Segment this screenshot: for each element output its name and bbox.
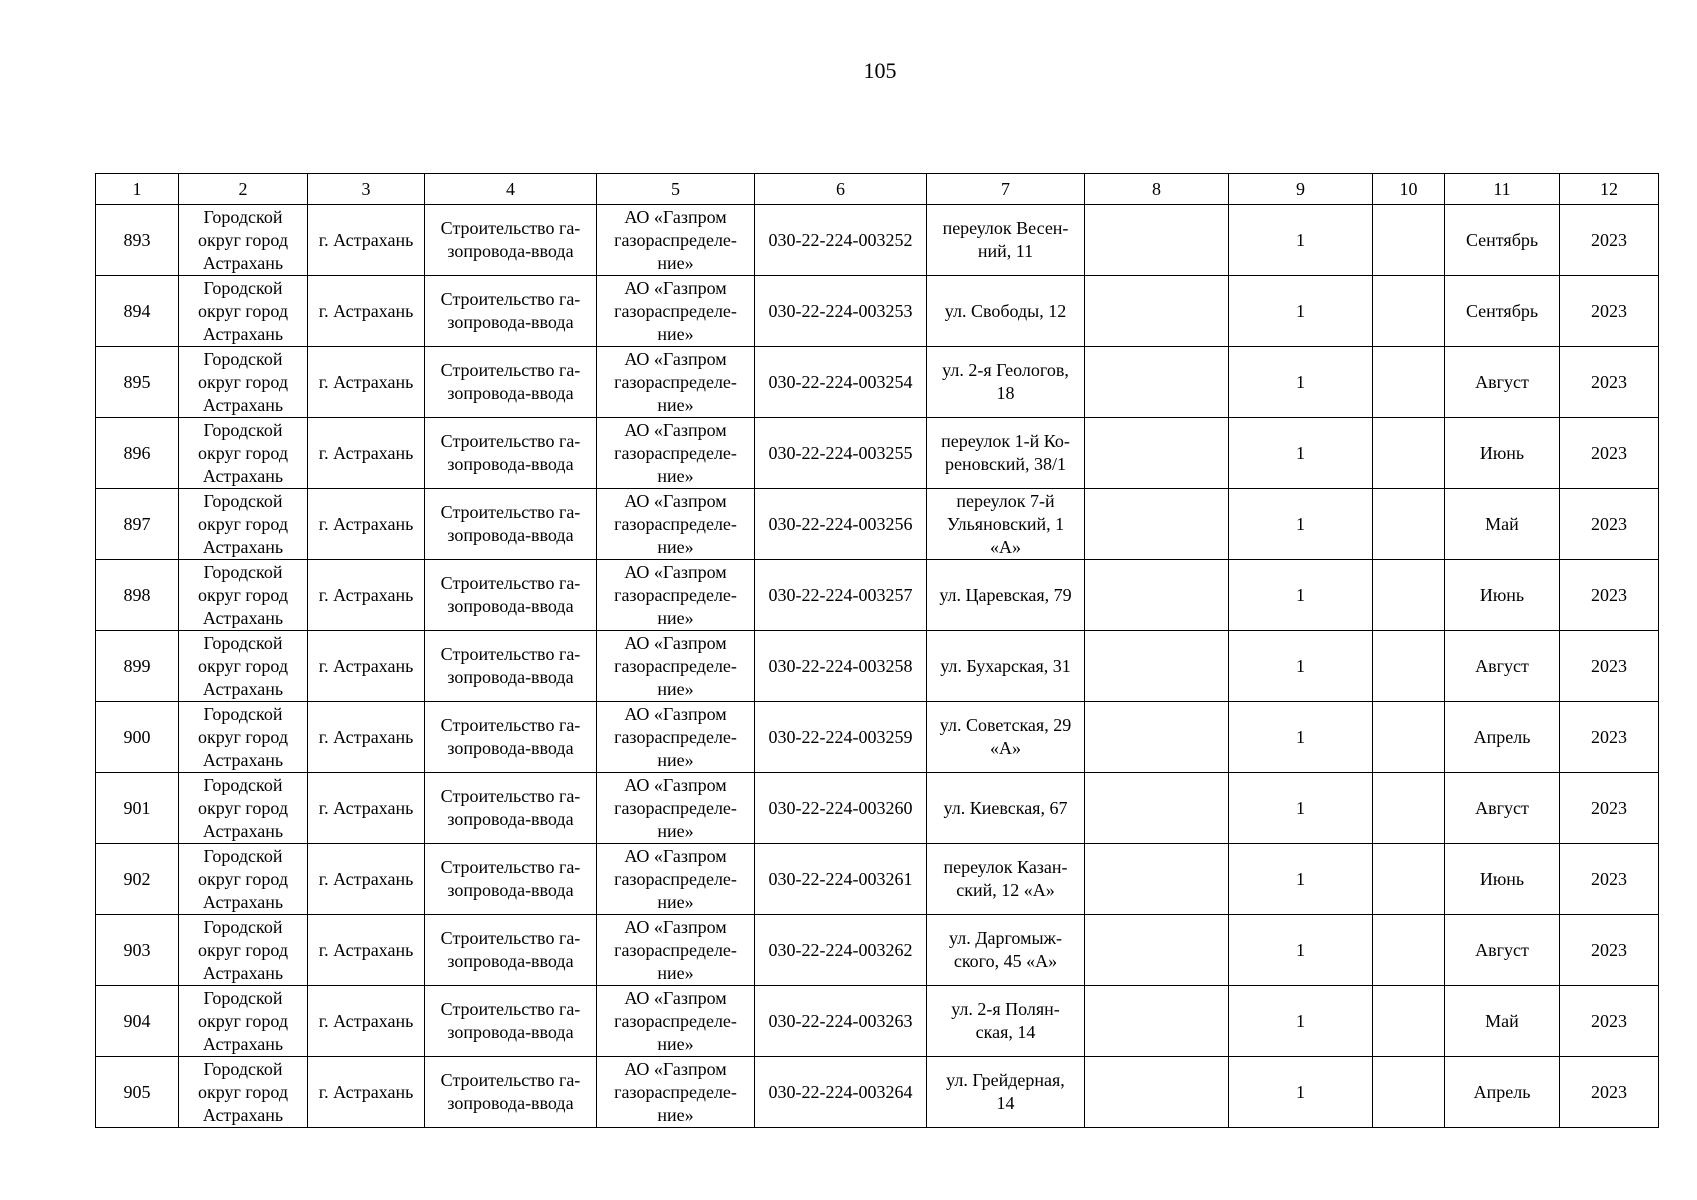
city-cell: г. Астрахань	[308, 489, 425, 560]
work-type-cell: Строительство га- зопровода-ввода	[425, 915, 597, 986]
table-row	[96, 844, 1659, 915]
quantity-cell: 1	[1229, 702, 1373, 773]
row-number-cell: 903	[96, 915, 179, 986]
column-8-cell	[1085, 418, 1229, 489]
column-8-cell	[1085, 347, 1229, 418]
work-type-cell: Строительство га- зопровода-ввода	[425, 418, 597, 489]
work-type-cell: Строительство га- зопровода-ввода	[425, 489, 597, 560]
column-header: 2	[179, 174, 308, 205]
quantity-cell: 1	[1229, 347, 1373, 418]
row-number-cell: 904	[96, 986, 179, 1057]
table-row	[96, 276, 1659, 347]
row-number-cell: 893	[96, 205, 179, 276]
quantity-cell: 1	[1229, 844, 1373, 915]
row-number-cell: 898	[96, 560, 179, 631]
month-cell: Август	[1445, 631, 1560, 702]
quantity-cell: 1	[1229, 276, 1373, 347]
registry-code-cell: 030-22-224-003257	[755, 560, 927, 631]
row-number-cell: 895	[96, 347, 179, 418]
address-cell: переулок 1-й Ко- реновский, 38/1	[927, 418, 1085, 489]
organization-cell: АО «Газпром газораспределе- ние»	[597, 702, 755, 773]
quantity-cell: 1	[1229, 1057, 1373, 1128]
work-type-cell: Строительство га- зопровода-ввода	[425, 1057, 597, 1128]
year-cell: 2023	[1560, 702, 1659, 773]
column-8-cell	[1085, 915, 1229, 986]
registry-code-cell: 030-22-224-003255	[755, 418, 927, 489]
city-cell: г. Астрахань	[308, 631, 425, 702]
column-10-cell	[1373, 347, 1445, 418]
city-cell: г. Астрахань	[308, 205, 425, 276]
month-cell: Июнь	[1445, 418, 1560, 489]
month-cell: Сентябрь	[1445, 205, 1560, 276]
column-header: 3	[308, 174, 425, 205]
column-8-cell	[1085, 560, 1229, 631]
organization-cell: АО «Газпром газораспределе- ние»	[597, 631, 755, 702]
table-row	[96, 560, 1659, 631]
year-cell: 2023	[1560, 773, 1659, 844]
row-number-cell: 902	[96, 844, 179, 915]
column-header: 10	[1373, 174, 1445, 205]
district-cell: Городской округ город Астрахань	[179, 560, 308, 631]
table-row	[96, 489, 1659, 560]
column-10-cell	[1373, 844, 1445, 915]
column-8-cell	[1085, 844, 1229, 915]
organization-cell: АО «Газпром газораспределе- ние»	[597, 560, 755, 631]
column-8-cell	[1085, 489, 1229, 560]
work-type-cell: Строительство га- зопровода-ввода	[425, 347, 597, 418]
work-type-cell: Строительство га- зопровода-ввода	[425, 560, 597, 631]
row-number-cell: 899	[96, 631, 179, 702]
address-cell: переулок Казан- ский, 12 «А»	[927, 844, 1085, 915]
register-body	[96, 205, 1659, 1128]
address-cell: ул. 2-я Полян- ская, 14	[927, 986, 1085, 1057]
year-cell: 2023	[1560, 418, 1659, 489]
table-row	[96, 702, 1659, 773]
city-cell: г. Астрахань	[308, 1057, 425, 1128]
column-10-cell	[1373, 418, 1445, 489]
year-cell: 2023	[1560, 347, 1659, 418]
table-row	[96, 347, 1659, 418]
organization-cell: АО «Газпром газораспределе- ние»	[597, 347, 755, 418]
table-row	[96, 631, 1659, 702]
column-10-cell	[1373, 986, 1445, 1057]
organization-cell: АО «Газпром газораспределе- ние»	[597, 205, 755, 276]
month-cell: Август	[1445, 915, 1560, 986]
city-cell: г. Астрахань	[308, 773, 425, 844]
address-cell: ул. Свободы, 12	[927, 276, 1085, 347]
column-header: 6	[755, 174, 927, 205]
city-cell: г. Астрахань	[308, 276, 425, 347]
row-number-cell: 894	[96, 276, 179, 347]
column-8-cell	[1085, 773, 1229, 844]
district-cell: Городской округ город Астрахань	[179, 986, 308, 1057]
table-row	[96, 418, 1659, 489]
registry-code-cell: 030-22-224-003253	[755, 276, 927, 347]
organization-cell: АО «Газпром газораспределе- ние»	[597, 418, 755, 489]
month-cell: Июнь	[1445, 560, 1560, 631]
district-cell: Городской округ город Астрахань	[179, 631, 308, 702]
month-cell: Апрель	[1445, 702, 1560, 773]
registry-code-cell: 030-22-224-003259	[755, 702, 927, 773]
month-cell: Май	[1445, 986, 1560, 1057]
work-type-cell: Строительство га- зопровода-ввода	[425, 986, 597, 1057]
column-8-cell	[1085, 702, 1229, 773]
registry-code-cell: 030-22-224-003260	[755, 773, 927, 844]
column-10-cell	[1373, 773, 1445, 844]
work-type-cell: Строительство га- зопровода-ввода	[425, 631, 597, 702]
column-10-cell	[1373, 489, 1445, 560]
address-cell: переулок Весен- ний, 11	[927, 205, 1085, 276]
page-number: 105	[863, 58, 897, 83]
column-8-cell	[1085, 205, 1229, 276]
work-type-cell: Строительство га- зопровода-ввода	[425, 276, 597, 347]
column-header: 8	[1085, 174, 1229, 205]
month-cell: Сентябрь	[1445, 276, 1560, 347]
register-table	[95, 173, 1659, 1128]
column-10-cell	[1373, 702, 1445, 773]
work-type-cell: Строительство га- зопровода-ввода	[425, 844, 597, 915]
address-cell: ул. Бухарская, 31	[927, 631, 1085, 702]
month-cell: Август	[1445, 347, 1560, 418]
quantity-cell: 1	[1229, 773, 1373, 844]
district-cell: Городской округ город Астрахань	[179, 844, 308, 915]
year-cell: 2023	[1560, 489, 1659, 560]
quantity-cell: 1	[1229, 631, 1373, 702]
column-header: 5	[597, 174, 755, 205]
column-header: 11	[1445, 174, 1560, 205]
column-8-cell	[1085, 276, 1229, 347]
registry-code-cell: 030-22-224-003254	[755, 347, 927, 418]
address-cell: ул. Даргомыж- ского, 45 «А»	[927, 915, 1085, 986]
column-10-cell	[1373, 631, 1445, 702]
table-row	[96, 773, 1659, 844]
year-cell: 2023	[1560, 986, 1659, 1057]
column-header: 4	[425, 174, 597, 205]
work-type-cell: Строительство га- зопровода-ввода	[425, 702, 597, 773]
row-number-cell: 905	[96, 1057, 179, 1128]
organization-cell: АО «Газпром газораспределе- ние»	[597, 773, 755, 844]
year-cell: 2023	[1560, 205, 1659, 276]
column-header: 1	[96, 174, 179, 205]
table-row	[96, 986, 1659, 1057]
city-cell: г. Астрахань	[308, 418, 425, 489]
year-cell: 2023	[1560, 560, 1659, 631]
column-10-cell	[1373, 560, 1445, 631]
year-cell: 2023	[1560, 844, 1659, 915]
column-10-cell	[1373, 1057, 1445, 1128]
registry-code-cell: 030-22-224-003264	[755, 1057, 927, 1128]
organization-cell: АО «Газпром газораспределе- ние»	[597, 844, 755, 915]
district-cell: Городской округ город Астрахань	[179, 418, 308, 489]
year-cell: 2023	[1560, 915, 1659, 986]
address-cell: ул. 2-я Геологов, 18	[927, 347, 1085, 418]
column-header: 12	[1560, 174, 1659, 205]
column-header: 9	[1229, 174, 1373, 205]
quantity-cell: 1	[1229, 560, 1373, 631]
registry-code-cell: 030-22-224-003258	[755, 631, 927, 702]
district-cell: Городской округ город Астрахань	[179, 1057, 308, 1128]
address-cell: ул. Советская, 29 «А»	[927, 702, 1085, 773]
district-cell: Городской округ город Астрахань	[179, 347, 308, 418]
registry-code-cell: 030-22-224-003262	[755, 915, 927, 986]
organization-cell: АО «Газпром газораспределе- ние»	[597, 915, 755, 986]
month-cell: Май	[1445, 489, 1560, 560]
district-cell: Городской округ город Астрахань	[179, 276, 308, 347]
column-header: 7	[927, 174, 1085, 205]
city-cell: г. Астрахань	[308, 986, 425, 1057]
district-cell: Городской округ город Астрахань	[179, 205, 308, 276]
column-8-cell	[1085, 631, 1229, 702]
organization-cell: АО «Газпром газораспределе- ние»	[597, 276, 755, 347]
quantity-cell: 1	[1229, 986, 1373, 1057]
quantity-cell: 1	[1229, 205, 1373, 276]
organization-cell: АО «Газпром газораспределе- ние»	[597, 1057, 755, 1128]
registry-code-cell: 030-22-224-003256	[755, 489, 927, 560]
work-type-cell: Строительство га- зопровода-ввода	[425, 773, 597, 844]
registry-code-cell: 030-22-224-003252	[755, 205, 927, 276]
address-cell: ул. Царевская, 79	[927, 560, 1085, 631]
row-number-cell: 900	[96, 702, 179, 773]
work-type-cell: Строительство га- зопровода-ввода	[425, 205, 597, 276]
year-cell: 2023	[1560, 1057, 1659, 1128]
registry-code-cell: 030-22-224-003261	[755, 844, 927, 915]
quantity-cell: 1	[1229, 489, 1373, 560]
column-10-cell	[1373, 276, 1445, 347]
district-cell: Городской округ город Астрахань	[179, 773, 308, 844]
registry-code-cell: 030-22-224-003263	[755, 986, 927, 1057]
table-row	[96, 1057, 1659, 1128]
city-cell: г. Астрахань	[308, 702, 425, 773]
city-cell: г. Астрахань	[308, 844, 425, 915]
row-number-cell: 901	[96, 773, 179, 844]
year-cell: 2023	[1560, 276, 1659, 347]
month-cell: Июнь	[1445, 844, 1560, 915]
column-number-row	[96, 174, 1659, 205]
district-cell: Городской округ город Астрахань	[179, 915, 308, 986]
city-cell: г. Астрахань	[308, 560, 425, 631]
month-cell: Август	[1445, 773, 1560, 844]
table-row	[96, 205, 1659, 276]
column-10-cell	[1373, 205, 1445, 276]
column-8-cell	[1085, 1057, 1229, 1128]
address-cell: переулок 7-й Ульяновский, 1 «А»	[927, 489, 1085, 560]
column-10-cell	[1373, 915, 1445, 986]
district-cell: Городской округ город Астрахань	[179, 489, 308, 560]
address-cell: ул. Грейдерная, 14	[927, 1057, 1085, 1128]
district-cell: Городской округ город Астрахань	[179, 702, 308, 773]
address-cell: ул. Киевская, 67	[927, 773, 1085, 844]
quantity-cell: 1	[1229, 915, 1373, 986]
organization-cell: АО «Газпром газораспределе- ние»	[597, 986, 755, 1057]
organization-cell: АО «Газпром газораспределе- ние»	[597, 489, 755, 560]
month-cell: Апрель	[1445, 1057, 1560, 1128]
city-cell: г. Астрахань	[308, 347, 425, 418]
row-number-cell: 897	[96, 489, 179, 560]
column-8-cell	[1085, 986, 1229, 1057]
quantity-cell: 1	[1229, 418, 1373, 489]
city-cell: г. Астрахань	[308, 915, 425, 986]
table-row	[96, 915, 1659, 986]
year-cell: 2023	[1560, 631, 1659, 702]
row-number-cell: 896	[96, 418, 179, 489]
